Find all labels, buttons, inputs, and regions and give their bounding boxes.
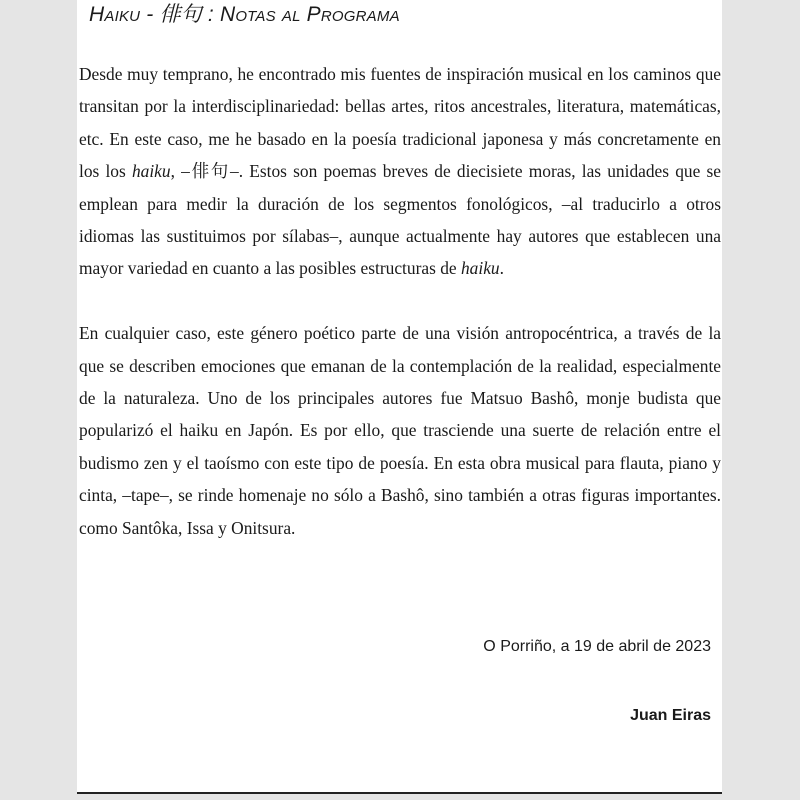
author-signature: Juan Eiras (630, 707, 711, 724)
title-part-haiku: Haiku - 俳句 : (89, 3, 220, 26)
paragraph-1 (79, 58, 721, 285)
paragraph-2: En cualquier caso, este género poético parte de una visión antropocéntrica, a través de la que se describen emociones que emanan de la contemplación de la realidad, especialmente de la naturaleza. Uno de los principales autores fue Matsuo Bashô, monje budista que popularizó el haiku en Japón. Es por ello, que trasciende una suerte de relación entre el budismo zen y el taoísmo con este tipo de poesía. En esta obra musical para flauta, piano y cinta, –tape–, se rinde homenaje no sólo a Bashô, sino también a otras figuras importantes. como Santôka, Issa y Onitsura. (79, 323, 721, 538)
document-page (77, 0, 722, 794)
document-body (79, 58, 721, 544)
paragraph-1-emphasis-b: haiku (460, 258, 500, 279)
paragraph-1-text-c: . (499, 258, 504, 279)
paragraph-1-text-a: Desde muy temprano, he encontrado mis fuentes de inspiración musical en los caminos que transitan por la interdisciplinariedad: bellas artes, ritos ancestrales, literatura, matemáticas, etc. En este caso, me he basado en la poesía tradicional japonesa y más concretamente en los los (79, 64, 721, 182)
title-part-notas: Notas al Programa (219, 3, 400, 26)
paragraph-1-text-b: , –俳句–. Estos son poemas breves de diecisiete moras, las unidades que se emplean para medir la duración de los segmentos fonológicos, –al traducirlo a otros idiomas las sustituimos por sílabas–, aunque actualmente hay autores que establecen una mayor variedad en cuanto a las posibles estructuras de (79, 161, 721, 279)
paragraph-1-emphasis-a: haiku (131, 161, 171, 182)
place-date: O Porriño, a 19 de abril de 2023 (483, 638, 711, 655)
document-title (89, 0, 400, 28)
